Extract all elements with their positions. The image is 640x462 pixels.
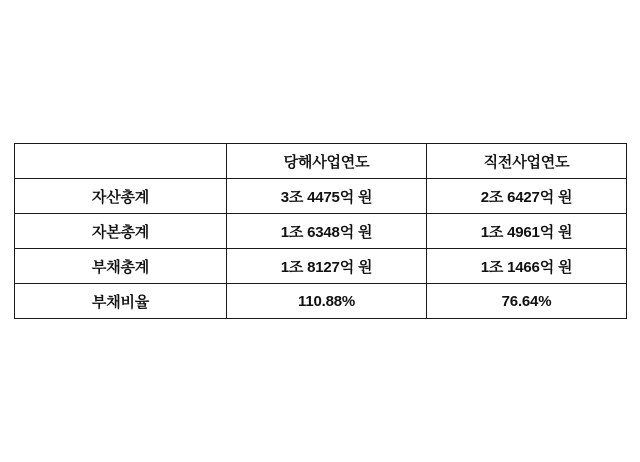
cell-total-assets-previous: 2조 6427억 원 — [427, 179, 627, 214]
row-label-debt-ratio: 부채비율 — [15, 284, 227, 319]
cell-total-equity-current: 1조 6348억 원 — [227, 214, 427, 249]
row-label-total-liabilities: 부채총계 — [15, 249, 227, 284]
financial-summary-table-wrapper — [14, 143, 626, 319]
table-row — [15, 214, 627, 249]
table-header-row — [15, 144, 627, 179]
cell-total-liabilities-current: 1조 8127억 원 — [227, 249, 427, 284]
column-header-current-year: 당해사업연도 — [227, 144, 427, 179]
cell-total-equity-previous: 1조 4961억 원 — [427, 214, 627, 249]
column-header-previous-year: 직전사업연도 — [427, 144, 627, 179]
cell-debt-ratio-current: 110.88% — [227, 284, 427, 319]
cell-debt-ratio-previous: 76.64% — [427, 284, 627, 319]
cell-total-liabilities-previous: 1조 1466억 원 — [427, 249, 627, 284]
table-row — [15, 284, 627, 319]
table-corner-cell — [15, 144, 227, 179]
row-label-total-assets: 자산총계 — [15, 179, 227, 214]
financial-summary-table — [14, 143, 627, 319]
cell-total-assets-current: 3조 4475억 원 — [227, 179, 427, 214]
table-row — [15, 179, 627, 214]
table-row — [15, 249, 627, 284]
row-label-total-equity: 자본총계 — [15, 214, 227, 249]
